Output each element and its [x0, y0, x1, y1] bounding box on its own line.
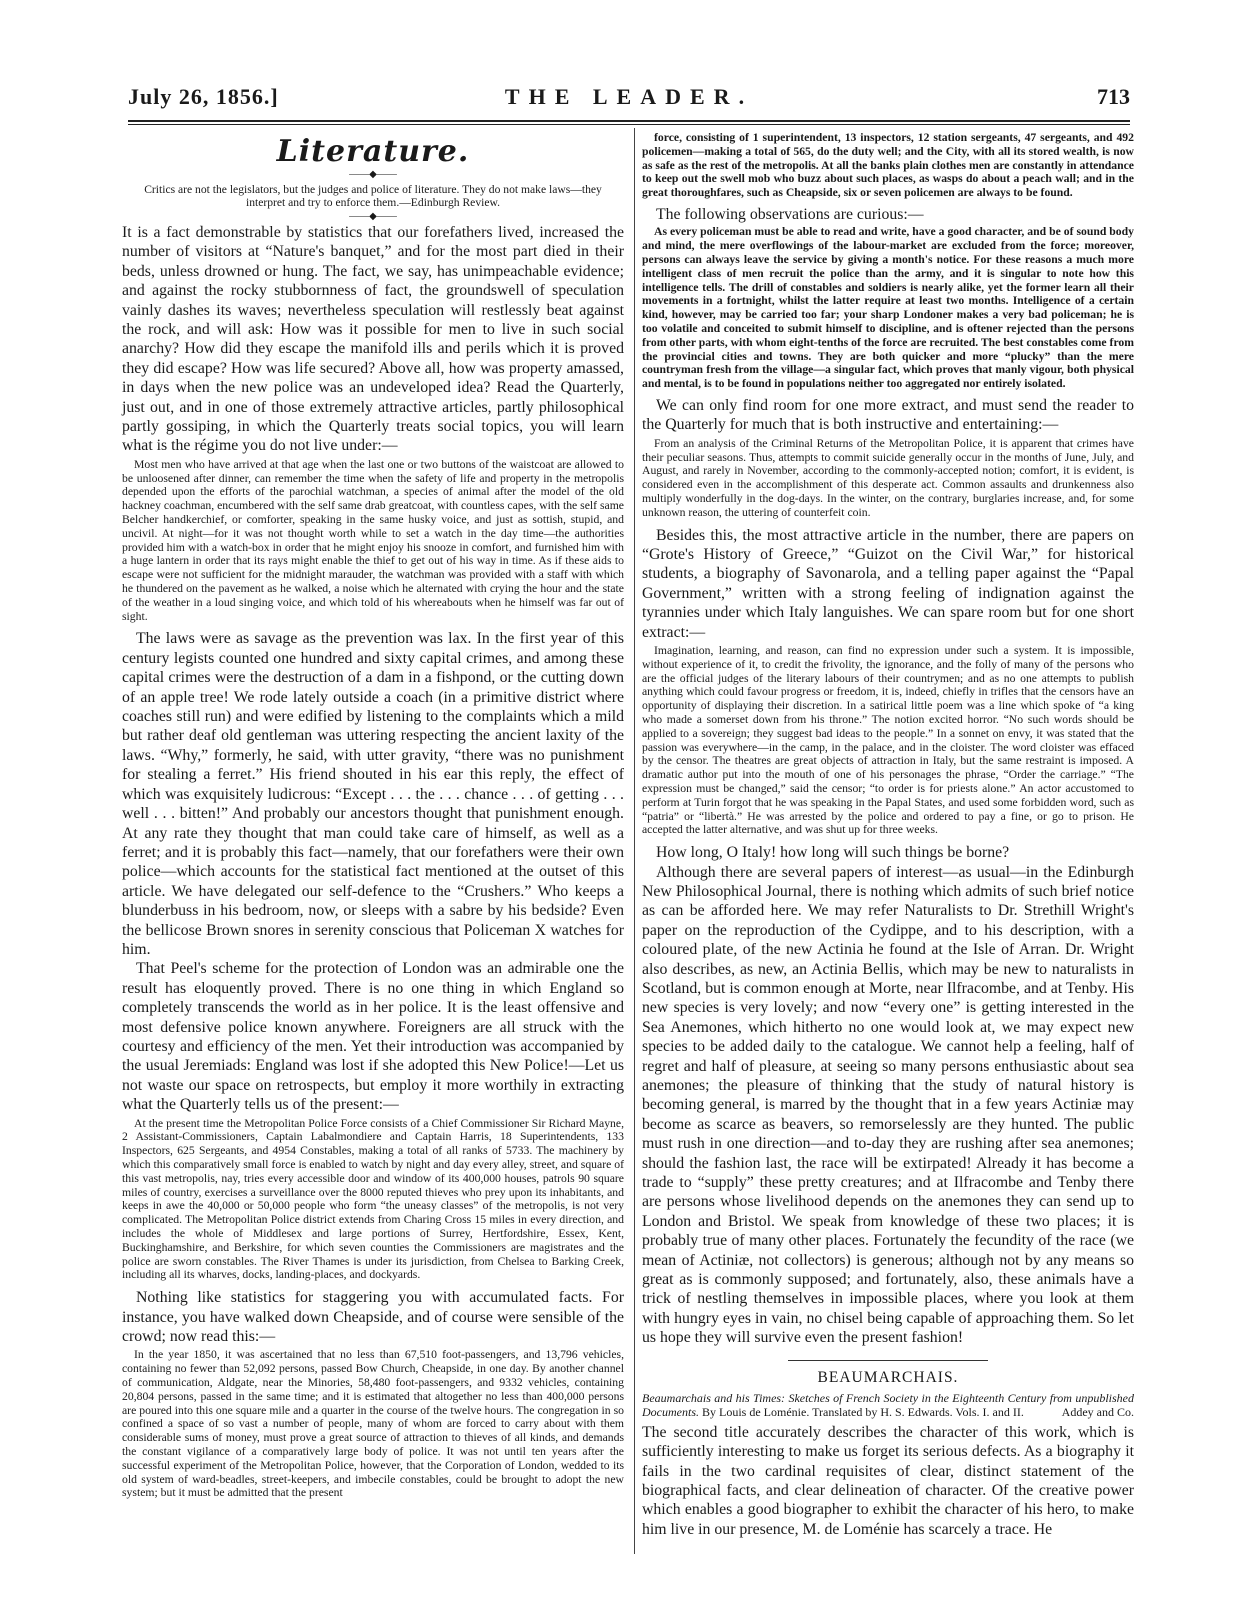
paragraph: We can only find room for one more extract, and must send the reader to the Quarterly for much that is both instructive and entertaining:— [642, 396, 1134, 434]
quoted-extract: As every policeman must be able to read and write, have a good character, and be of sound body and mind, the mere overflowings of the labour-market are excluded from the force; moreover, persons can always leave the service by giving a month's notice. For these reasons a much more intelligent class of men recruit the police than the army, and it is singular to note how this intelligence tells. The drill of constables and soldiers is nearly alike, yet the former learn all their movements in a fortnight, whilst the latter require at least two months. Intelligence of a certain kind, however, may be carried too far; your sharp Londoner makes a very bad policeman; he is too volatile and conceited to submit himself to discipline, and is oftener rejected than the persons from other parts, with whom eight-tenths of the force are recruited. The best constables come from the provincial cities and towns. They are both quicker and more “plucky” than the mere countryman fresh from the village—a singular fact, which proves that manly vigour, both physical and mental, is to be found in populations neither too aggregated nor entirely isolated. [642, 225, 1134, 391]
review-body: The second title accurately describes the character of this work, which is sufficiently interesting to make us forget its serious defects. As a biography it fails in the two cardinal requisites of clear, distinct statement of the biographical facts, and clear delineation of character. Of the creative power which enables a good biographer to exhibit the character of his hero, to make him live in our presence, M. de Loménie has scarcely a trace. He [642, 1423, 1134, 1538]
quoted-extract: Imagination, learning, and reason, can find no expression under such a system. It is impossible, without experience of it, to credit the frivolity, the ignorance, and the folly of many of the persons who are the official judges of the literary labours of their countrymen; and as no one attempts to publish anything which could favour progress or freedom, it is, indeed, chiefly in trifles that the censors have an opportunity of displaying their discretion. In a satirical little poem was a line which spoke of “a king who made a somerset down from his throne.” The notion excited horror. “No such words should be applied to a sovereign; they suggest bad ideas to the people.” In a sonnet on envy, it was stated that the passion was everywhere—in the camp, in the palace, and in the cloister. The word cloister was effaced by the censor. The theatres are great objects of attraction in Italy, but the same restraint is imposed. A dramatic author put into the mouth of one of his personages the phrase, “Order the carriage.” “The expression must be changed,” said the censor; “to order is for priests alone.” An actor accustomed to perform at Turin forgot that he was speaking in the Papal States, and used some forbidden word, such as “patria” or “libertà.” He was arrested by the police and ordered to pay a fine, or go to prison. He accepted the latter alternative, and was shut up for three weeks. [642, 643, 1134, 837]
header-rule-thin [128, 124, 1130, 125]
quoted-extract: In the year 1850, it was ascertained that no less than 67,510 foot-passengers, and 13,796 vehicles, containing no fewer than 52,092 persons, passed Bow Church, Cheapside, in one day. By another channel of communication, Aldgate, near the Minories, 58,480 foot-passengers, and 9332 vehicles, containing 20,804 persons, passed in the same time; and it is estimated that altogether no less than 400,000 persons are poured into this one square mile and a quarter in the course of the twelve hours. The congregation in so confined a space of so vast a number of people, many of whom are forced to carry about with them considerable sums of money, must prove a great source of attraction to thieves of all kinds, and demands the constant vigilance of a comparatively large body of police. It was not until ten years after the successful experiment of the Metropolitan Police, however, that the Corporation of London, wedded to its old system of ward-beadles, street-keepers, and imbecile constables, could be brought to adopt the new system; but it must be admitted that the present [122, 1348, 624, 1500]
paragraph: It is a fact demonstrable by statistics that our forefathers lived, increased the number of visitors at “Nature's banquet,” and for the most part died in their beds, unless drowned or hung. The fact, we say, has unimpeachable evidence; and against the rocky stubbornness of fact, the groundswell of speculation vainly dashes its waves; nevertheless speculation will restlessly beat against the rock, and will ask: How was it possible for men to live in such social anarchy? How did they escape the manifold ills and perils which it is proved they did escape? How was life secured? Above all, how was property amassed, in days when the new police was an undeveloped idea? Read the Quarterly, just out, and in one of those extremely attractive articles, partly philosophical partly gossiping, in which the Quarterly treats social topics, you will learn what is the régime you do not live under:— [122, 224, 624, 455]
section-title: Literature. [276, 134, 470, 169]
quoted-extract: At the present time the Metropolitan Police Force consists of a Chief Commissioner Sir Richard Mayne, 2 Assistant-Commissioners, Captain Labalmondiere and Captain Harris, 18 Superintendents, 133 Inspectors, 625 Sergeants, and 4954 Constables, making a total of all ranks of 5733. The machinery by which this comparatively small force is enabled to watch by night and day every alley, street, and square of this vast metropolis, nay, tries every accessible door and window of its 400,000 houses, patrols 90 square miles of country, exercises a surveillance over the 8000 reputed thieves who prey upon its inhabitants, and keeps in awe the 40,000 or 50,000 people who form “the uneasy classes” of the metropolis, is not very complicated. The Metropolitan Police district extends from Charing Cross 15 miles in every direction, and includes the whole of Middlesex and large portions of Surrey, Hertfordshire, Essex, Kent, Buckinghamshire, and Berkshire, for which seven counties the Commissioners are magistrates and the police are sworn constables. The River Thames is under its jurisdiction, from Chelsea to Barking Creek, including all its wharves, docks, landing-places, and dockyards. [122, 1116, 624, 1282]
section-separator [788, 1360, 988, 1361]
citation-publisher: Addey and Co. [1061, 1404, 1134, 1419]
paragraph: The following observations are curious:— [656, 205, 924, 223]
epigraph: Critics are not the legislators, but the judges and police of literature. They do not make laws—they interpret and try to enforce them.—Edinburgh Review. [144, 183, 602, 209]
paragraph: Besides this, the most attractive article in the number, there are papers on “Grote's History of Greece,” “Guizot on the Civil War,” for historical students, a biography of Savonarola, and a telling paper against the “Papal Government,” written with a strong feeling of indignation against the tyrannies under which Italy languishes. We can spare room but for one short extract:— [642, 526, 1134, 641]
ornament-divider: ——◆—— [349, 211, 397, 222]
column-divider [634, 128, 635, 1554]
review-citation [642, 1391, 1134, 1419]
paragraph: How long, O Italy! how long will such things be borne? [656, 844, 1010, 862]
newspaper-title: THE LEADER. [504, 84, 754, 109]
review-heading: BEAUMARCHAIS. [817, 1368, 959, 1386]
page-header [128, 84, 1130, 120]
right-column [642, 130, 1134, 1539]
header-rule-thick [128, 120, 1130, 122]
paragraph: That Peel's scheme for the protection of London was an admirable one the result has eloquently proved. There is no one thing in which England so completely transcends the world as in her police. It is the least offensive and most defensive police known anywhere. Foreigners are all struck with the courtesy and efficiency of the men. Yet their introduction was accompanied by the usual Jeremiads: England was lost if she adopted this New Police!—Let us not waste our space on retrospects, but employ it more worthily in extracting what the Quarterly tells us of the present:— [122, 960, 624, 1114]
issue-date: July 26, 1856.] [128, 84, 279, 109]
ornament-divider: ——◆—— [349, 169, 397, 180]
quoted-extract: force, consisting of 1 superintendent, 13 inspectors, 12 station sergeants, 47 sergeants, and 492 policemen—making a total of 565, do the duty well; and the City, with all its stored wealth, is now as safe as the rest of the metropolis. At all the banks plain clothes men are constantly in attendance to keep out the swell mob who buzz about such places, as wasps do about a peach wall; and in the great thoroughfares, such as Cheapside, six or seven policemen are always to be found. [642, 131, 1134, 200]
quoted-extract: From an analysis of the Criminal Returns of the Metropolitan Police, it is apparent that crimes have their peculiar seasons. Thus, attempts to commit suicide generally occur in the months of June, July, and August, and rarely in November, according to the commonly-accepted notion; comfort, it is evident, is considered even in the accomplishment of this desperate act. Common assaults and drunkenness also multiply wonderfully in the dog-days. In the winter, on the contrary, burglaries increase, and, for some unknown reason, the uttering of counterfeit coin. [642, 436, 1134, 519]
citation-author: By Louis de Loménie. Translated by H. S. Edwards. Vols. I. and II. [702, 1404, 1024, 1419]
left-column [122, 130, 624, 1506]
left-column-body [122, 223, 624, 1500]
paragraph: Nothing like statistics for staggering you with accumulated facts. For instance, you have walked down Cheapside, and of course were sensible of the crowd; now read this:— [122, 1289, 624, 1345]
citation-title: Beaumarchais and his Times: Sketches of French Society in the Eighteenth Century from unpublished Documents. [642, 1390, 1134, 1419]
right-column-body [642, 131, 1134, 1348]
page-number: 713 [1097, 84, 1130, 109]
paragraph: The laws were as savage as the prevention was lax. In the first year of this century legists counted one hundred and sixty capital crimes, and among these capital crimes were the destruction of a dam in a fishpond, or the cutting down of an apple tree! We rode lately outside a coach (in a primitive district where coaches still run) and were edified by listening to the complaints which a mild but rather deaf old gentleman was uttering respecting the ancient laxity of the laws. “Why,” formerly, he said, with utter gravity, “there was no punishment for stealing a ferret.” His friend shouted in his ear this reply, the effect of which was exquisitely ludicrous: “Except . . . the . . . chance . . . of getting . . . well . . . bitten!” And probably our ancestors thought that punishment enough. At any rate they thought that man could take care of himself, as well as a ferret; and it is probably this fact—namely, that our forefathers were their own police—which accounts for the statistical fact mentioned at the outset of this article. We have delegated our self-defence to the “Crushers.” Who keeps a blunderbuss in his bedroom, now, or sleeps with a sabre by his bedside? Even the bellicose Brown snores in serenity conscious that Policeman X watches for him. [122, 630, 624, 958]
quoted-extract: Most men who have arrived at that age when the last one or two buttons of the waistcoat are allowed to be unloosened after dinner, can remember the time when the safety of life and property in the metropolis depended upon the efforts of the parochial watchman, a species of animal after the model of the old hackney coachman, encumbered with the self same drab greatcoat, with countless capes, with the self same Belcher handkerchief, or comforter, speaking in the same husky voice, and just as sottish, stupid, and uncivil. At night—for it was not thought worth while to set a watch in the day time—the authorities provided him with a watch-box in order that he might enjoy his snooze in comfort, and furnished him with a huge lantern in order that its rays might enable the thief to get out of his way in time. As if these aids to escape were not sufficient for the midnight marauder, the watchman was provided with a staff with which he thundered on the pavement as he walked, a noise which he alternated with crying the hour and the state of the weather in a loud singing voice, and which told of his whereabouts when he himself was far out of sight. [122, 457, 624, 623]
paragraph: Although there are several papers of interest—as usual—in the Edinburgh New Philosophical Journal, there is nothing which admits of such brief notice as can be afforded here. We may refer Naturalists to Dr. Strethill Wright's paper on the reproduction of the Cydippe, and to his description, with a coloured plate, of the new Actinia he found at the Isle of Arran. Dr. Wright also describes, as new, an Actinia Bellis, which may be new to naturalists in Scotland, but is common enough at Morte, near Ilfracombe, and at Tenby. His new species is very lovely; and now “every one” is getting interested in the Sea Anemones, which hitherto no one would look at, we may expect new species to be added daily to the catalogue. We cannot help a feeling, half of regret and half of pleasure, at seeing so many persons enthusiastic about sea anemones; the pleasure of thinking that the study of natural history is becoming general, is marred by the thought that in a few years Actiniæ may become as scarce as beavers, so remorselessly are they hunted. The public must rush in one direction—and to-day they are rushing after sea anemones; should the fashion last, the race will be extirpated! Already it has become a trade to “supply” these pretty creatures; and at Ilfracombe and Tenby there are persons whose livelihood depends on the anemones they can send up to London and Bristol. We speak from knowledge of these two places; it is probably true of many other places. Fortunately the fecundity of the race (we mean of Actiniæ, not collectors) is generous; although not by any means so great as is commonly supposed; and fortunately, also, these animals have a trick of nestling themselves in impossible places, where you look at them with hungry eyes in vain, no chisel being capable of approaching them. So let us hope they will survive even the present fashion! [642, 863, 1134, 1347]
